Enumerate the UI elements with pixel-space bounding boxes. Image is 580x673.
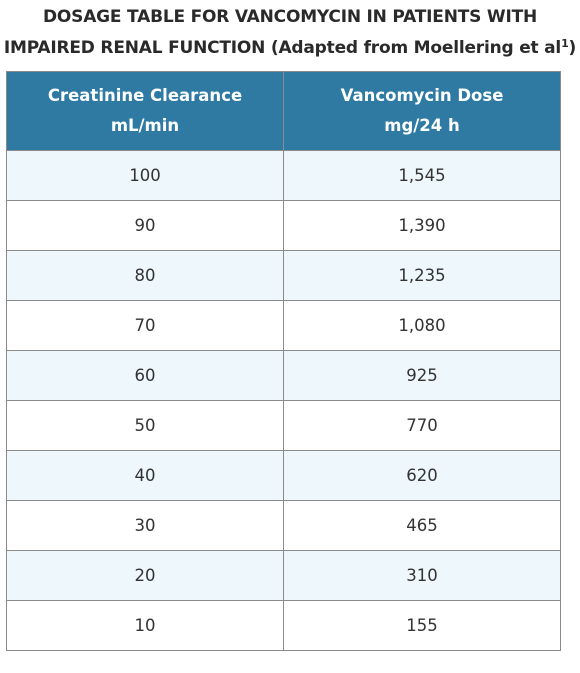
table-row (7, 601, 561, 651)
dose-cell: 620 (284, 451, 561, 501)
table-row (7, 501, 561, 551)
clearance-cell: 20 (7, 551, 284, 601)
table-title-line-2-close: ) (568, 38, 577, 58)
clearance-cell: 100 (7, 151, 284, 201)
dose-cell: 310 (284, 551, 561, 601)
dose-cell: 1,545 (284, 151, 561, 201)
table-row (7, 451, 561, 501)
dose-cell: 925 (284, 351, 561, 401)
table-title-line-2-text: IMPAIRED RENAL FUNCTION (Adapted from Moellering et al (3, 38, 562, 58)
table-row (7, 151, 561, 201)
clearance-cell: 70 (7, 301, 284, 351)
table-title-line-1: DOSAGE TABLE FOR VANCOMYCIN IN PATIENTS WITH (43, 7, 537, 27)
clearance-cell: 50 (7, 401, 284, 451)
header-vancomycin-dose-label: Vancomycin Dose (340, 86, 504, 105)
header-creatinine-clearance-label: Creatinine Clearance (47, 86, 243, 105)
table-row (7, 251, 561, 301)
dosage-table-header (7, 72, 561, 151)
table-title-line-2 (0, 33, 580, 64)
citation-superscript: 1 (561, 37, 569, 50)
dose-cell: 155 (284, 601, 561, 651)
dosage-table-body (7, 151, 561, 651)
dose-cell: 1,080 (284, 301, 561, 351)
clearance-cell: 40 (7, 451, 284, 501)
table-row (7, 201, 561, 251)
clearance-cell: 30 (7, 501, 284, 551)
table-row (7, 401, 561, 451)
dose-cell: 1,390 (284, 201, 561, 251)
header-creatinine-clearance-unit: mL/min (110, 116, 180, 135)
dosage-table (6, 71, 561, 651)
clearance-cell: 90 (7, 201, 284, 251)
table-row (7, 301, 561, 351)
clearance-cell: 60 (7, 351, 284, 401)
header-vancomycin-dose-unit: mg/24 h (384, 116, 460, 135)
table-title (0, 2, 580, 66)
table-row (7, 351, 561, 401)
dose-cell: 770 (284, 401, 561, 451)
table-row (7, 551, 561, 601)
dose-cell: 465 (284, 501, 561, 551)
dose-cell: 1,235 (284, 251, 561, 301)
header-creatinine-clearance (7, 72, 284, 151)
header-row (7, 72, 561, 151)
clearance-cell: 80 (7, 251, 284, 301)
clearance-cell: 10 (7, 601, 284, 651)
header-vancomycin-dose (284, 72, 561, 151)
